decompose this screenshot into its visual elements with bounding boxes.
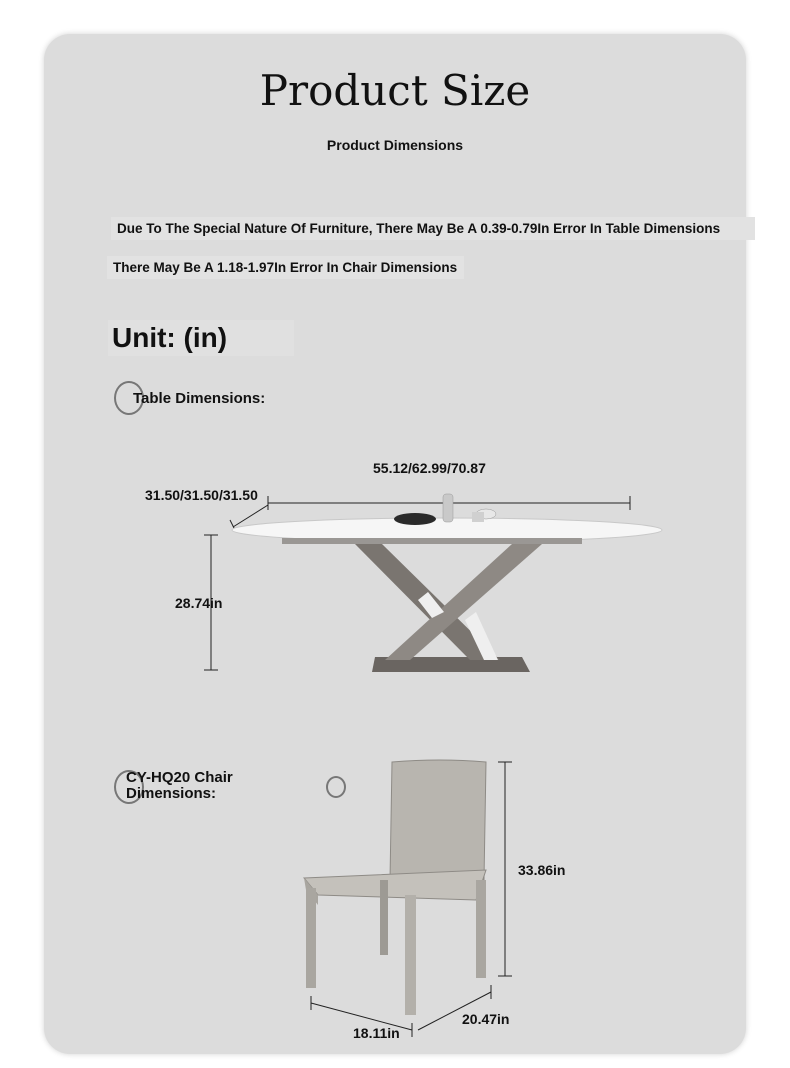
table-width-label: 31.50/31.50/31.50 xyxy=(145,487,258,503)
chair-dimensions-label: CY-HQ20 Chair Dimensions: xyxy=(126,769,233,802)
table-dimensions-label: Table Dimensions: xyxy=(133,390,266,407)
page-subtitle: Product Dimensions xyxy=(326,137,464,153)
table-error-note: Due To The Special Nature Of Furniture, There May Be A 0.39-0.79In Error In Table Dimensions xyxy=(111,217,755,240)
unit-label: Unit: (in) xyxy=(108,320,294,356)
chair-width-label: 18.11in xyxy=(353,1025,400,1041)
ring-icon xyxy=(326,776,346,798)
chair-image xyxy=(304,760,486,1015)
chair-depth-label: 20.47in xyxy=(462,1011,510,1027)
page-title: Product Size xyxy=(259,66,531,115)
chair-error-note: There May Be A 1.18-1.97In Error In Chair Dimensions xyxy=(107,256,464,279)
table-image xyxy=(232,494,662,672)
chair-height-label: 33.86in xyxy=(518,862,566,878)
chair-height-line xyxy=(498,762,512,976)
table-length-label: 55.12/62.99/70.87 xyxy=(373,460,486,476)
table-height-label: 28.74in xyxy=(175,595,223,611)
